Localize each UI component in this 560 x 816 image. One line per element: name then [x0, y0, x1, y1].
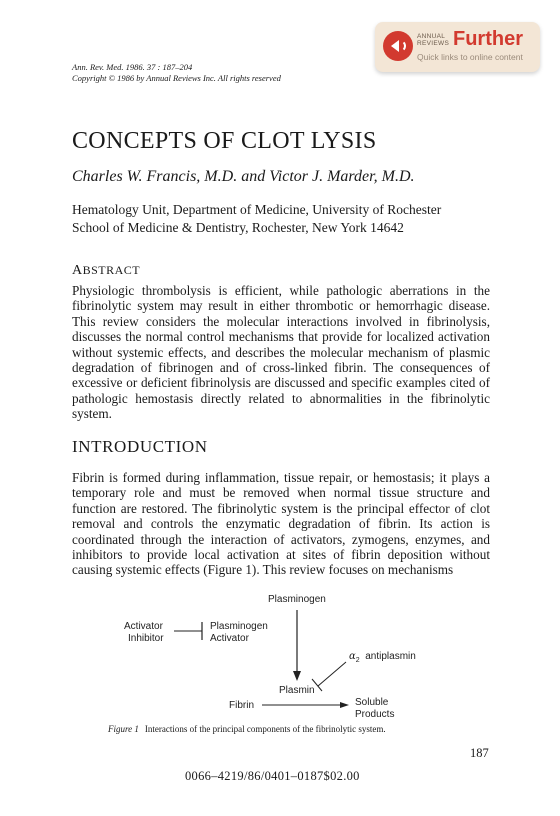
abstract-heading-initial: A	[72, 263, 83, 278]
fig-plasmin: Plasmin	[279, 685, 315, 696]
badge-brand-line2: REVIEWS	[417, 40, 450, 47]
fig-antiplasmin-label: antiplasmin	[365, 651, 416, 662]
authors: Charles W. Francis, M.D. and Victor J. Marder, M.D.	[72, 168, 415, 185]
page-title: CONCEPTS OF CLOT LYSIS	[72, 128, 377, 154]
introduction-text: Fibrin is formed during inflammation, tissue repair, or hemostasis; it plays a temporary role and must be removed when normal tissue structure and function are restored. The fibrinolytic system is the principal effector of clot removal and controls the enzymatic degradation of fibrin. Its action is coordinated through the interaction of activators, zymogens, enzymes, and inhibitors to provide local activation at sites of fibrin deposition without causing systemic effects (Figure 1). This review focuses on mechanisms	[72, 470, 490, 578]
citation-line2: Copyright © 1986 by Annual Reviews Inc. All rights reserved	[72, 73, 281, 83]
fig-products-line1: Soluble	[355, 697, 389, 708]
badge-title: Further	[453, 28, 523, 50]
fig-alpha-symbol: α	[349, 651, 356, 662]
fig-fibrin: Fibrin	[229, 700, 255, 711]
fig-fibrin-arrowhead	[340, 702, 349, 708]
fig-activator-inhibitor-line1: Activator	[124, 621, 163, 632]
fig-antiplasmin-end	[312, 679, 322, 691]
introduction-heading: INTRODUCTION	[72, 437, 208, 456]
fig-plasminogen-activator-line1: Plasminogen	[210, 621, 268, 632]
abstract-heading-rest: BSTRACT	[82, 263, 141, 277]
fig-activator-inhibitor-line2: Inhibitor	[128, 633, 164, 644]
citation-line1: Ann. Rev. Med. 1986. 37 : 187–204	[72, 62, 193, 72]
fig-products-line2: Products	[355, 709, 395, 720]
badge-subtitle: Quick links to online content	[417, 52, 523, 62]
figure-caption-label: Figure 1	[108, 724, 139, 734]
issn-code: 0066–4219/86/0401–0187$02.00	[185, 769, 360, 783]
affiliation-line2: School of Medicine & Dentistry, Rochester, New York 14642	[72, 220, 404, 235]
fig-alpha-subscript: 2	[355, 657, 360, 664]
figure-caption	[108, 724, 386, 734]
page-number: 187	[470, 746, 489, 760]
badge-brand-line1: ANNUAL	[417, 33, 446, 40]
affiliation-line1: Hematology Unit, Department of Medicine, University of Rochester	[72, 202, 442, 217]
fig-plasminogen: Plasminogen	[268, 594, 326, 605]
fig-plasminogen-arrowhead	[293, 671, 301, 681]
abstract-text: Physiologic thrombolysis is efficient, while pathologic aberrations in the fibrinolytic system may result in either thrombotic or hemorrhagic disease. This review considers the molecular interactions involved in fibrinolysis, discusses the normal control mechanisms that provide for localized activation without systemic effects, and describes the molecular mechanism of plasmic degradation of fibrinogen and of cross-linked fibrin. The consequences of excessive or deficient fibrinolysis are discussed and specific examples cited of pathologic hemostasis directly related to abnormalities in the fibrinolytic system.	[72, 283, 490, 422]
fig-plasminogen-activator-line2: Activator	[210, 633, 249, 644]
fig-antiplasmin-line	[318, 662, 346, 686]
figure-caption-text: Interactions of the principal components of the fibrinolytic system.	[144, 724, 386, 734]
